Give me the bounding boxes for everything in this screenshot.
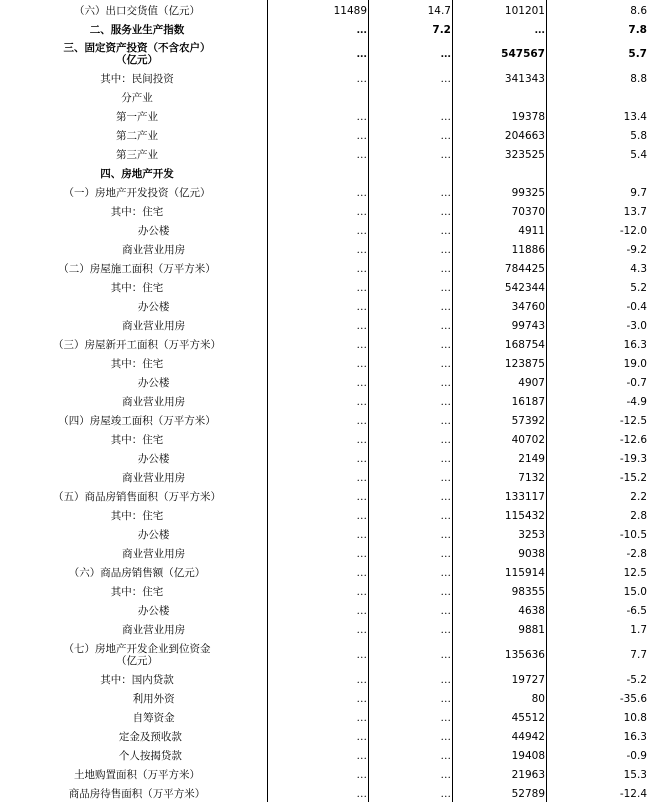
growth-current-month-cell: … (440, 749, 451, 762)
value-current-month-cell: … (356, 509, 367, 522)
table-row (0, 449, 655, 468)
growth-cumulative-cell: -19.3 (619, 452, 647, 465)
row-label (6, 525, 268, 544)
table-row (0, 1, 655, 20)
row-label-line: （七）房地产开发企业到位资金 (63, 642, 211, 655)
table-row (0, 468, 655, 487)
table-row (0, 107, 655, 126)
growth-cumulative-cell: 7.8 (628, 23, 647, 36)
row-label (6, 316, 268, 335)
value-current-month-cell: … (356, 471, 367, 484)
value-current-month-cell: … (356, 585, 367, 598)
growth-cumulative-cell: 15.0 (623, 585, 647, 598)
row-label (6, 620, 268, 639)
value-cumulative-cell: 547567 (501, 48, 545, 60)
value-cumulative-cell: 45512 (511, 711, 545, 724)
growth-current-month-cell: … (440, 528, 451, 541)
row-label (6, 689, 268, 708)
growth-cumulative-cell: -3.0 (626, 319, 647, 332)
value-cumulative-cell: 57392 (511, 414, 545, 427)
growth-current-month-cell: … (440, 148, 451, 161)
growth-cumulative-cell: 19.0 (623, 357, 647, 370)
growth-cumulative-cell: 8.8 (630, 72, 647, 85)
table-row (0, 708, 655, 727)
row-label (6, 297, 268, 316)
value-current-month-cell: … (356, 129, 367, 142)
growth-current-month-cell: … (440, 300, 451, 313)
row-label (6, 335, 268, 354)
growth-cumulative-cell: 16.3 (623, 338, 647, 351)
growth-cumulative-cell: -9.2 (626, 243, 647, 256)
row-label-line: 其中：住宅 (110, 585, 164, 598)
value-current-month-cell: … (356, 749, 367, 762)
row-label-line: 自筹资金 (99, 711, 175, 724)
value-cumulative-cell: 80 (531, 692, 545, 705)
value-current-month-cell: … (356, 395, 367, 408)
row-label-line: （二）房屋施工面积（万平方米） (58, 262, 216, 275)
value-cumulative-cell: 542344 (504, 281, 545, 294)
row-label (6, 240, 268, 259)
value-current-month-cell: … (356, 673, 367, 686)
table-row (0, 689, 655, 708)
growth-cumulative-cell: 5.7 (628, 48, 647, 60)
growth-current-month-cell: … (440, 585, 451, 598)
growth-cumulative-cell: 10.8 (623, 711, 647, 724)
row-label (6, 145, 268, 164)
table-row (0, 20, 655, 39)
growth-cumulative-cell: -2.8 (626, 547, 647, 560)
row-label-line: 第三产业 (116, 148, 158, 161)
table-row (0, 221, 655, 240)
value-cumulative-cell: 115914 (504, 566, 545, 579)
row-label (6, 88, 268, 107)
table-row (0, 563, 655, 582)
table-row (0, 69, 655, 88)
row-label (6, 202, 268, 221)
value-current-month-cell: … (356, 23, 367, 36)
growth-current-month-cell: … (440, 262, 451, 275)
value-current-month-cell: … (356, 648, 367, 661)
value-current-month-cell: … (356, 262, 367, 275)
row-label-line: 商业营业用房 (88, 471, 186, 484)
table-row (0, 259, 655, 278)
value-cumulative-cell: 19378 (511, 110, 545, 123)
row-label (6, 765, 268, 784)
growth-current-month-cell: … (440, 357, 451, 370)
value-current-month-cell: … (356, 414, 367, 427)
value-current-month-cell: … (356, 433, 367, 446)
value-cumulative-cell: 323525 (504, 148, 545, 161)
value-cumulative-cell: 19727 (511, 673, 545, 686)
row-label (6, 468, 268, 487)
row-label (6, 746, 268, 765)
value-cumulative-cell: 52789 (511, 787, 545, 800)
growth-cumulative-cell: 7.7 (630, 648, 647, 661)
row-label (6, 727, 268, 746)
row-label-line: 商业营业用房 (88, 395, 186, 408)
value-current-month-cell: … (356, 730, 367, 743)
row-label-line: 商业营业用房 (88, 243, 186, 256)
row-label-line: 办公楼 (104, 452, 170, 465)
value-current-month-cell: … (356, 528, 367, 541)
value-current-month-cell (268, 88, 367, 107)
row-label (6, 639, 268, 670)
row-label (6, 221, 268, 240)
row-label-line: 商品房待售面积（万平方米） (68, 787, 206, 800)
value-cumulative-cell: 135636 (504, 648, 545, 661)
value-current-month-cell: … (356, 604, 367, 617)
growth-current-month-cell: … (440, 452, 451, 465)
value-cumulative-cell: 70370 (511, 205, 545, 218)
table-row (0, 39, 655, 69)
value-current-month-cell: … (356, 186, 367, 199)
table-row (0, 765, 655, 784)
row-label (6, 670, 268, 689)
value-current-month-cell: … (356, 768, 367, 781)
row-label-line: 商业营业用房 (88, 319, 186, 332)
value-cumulative-cell: 44942 (511, 730, 545, 743)
growth-current-month-cell: … (440, 730, 451, 743)
growth-current-month-cell: … (440, 623, 451, 636)
value-current-month-cell (268, 164, 367, 183)
growth-current-month-cell: 14.7 (427, 4, 451, 17)
value-cumulative-cell: 40702 (511, 433, 545, 446)
growth-current-month-cell: … (440, 547, 451, 560)
row-label (6, 126, 268, 145)
row-label-line: 定金及预收款 (92, 730, 182, 743)
value-cumulative-cell: 101201 (504, 4, 545, 17)
row-label-line: 其中：民间投资 (100, 72, 174, 85)
growth-cumulative-cell: 12.5 (623, 566, 647, 579)
row-label-line: 其中：住宅 (110, 433, 164, 446)
row-label (6, 487, 268, 506)
row-label-line: 其中：住宅 (110, 357, 164, 370)
table-row (0, 354, 655, 373)
table-row (0, 202, 655, 221)
row-label-line: （六）出口交货值（亿元） (74, 4, 200, 17)
table-row (0, 487, 655, 506)
growth-current-month-cell: … (440, 692, 451, 705)
growth-cumulative-cell: -6.5 (626, 604, 647, 617)
value-current-month-cell: 11489 (333, 4, 367, 17)
row-label (6, 411, 268, 430)
growth-current-month-cell: … (440, 711, 451, 724)
table-row (0, 183, 655, 202)
growth-cumulative-cell: -12.6 (619, 433, 647, 446)
value-current-month-cell: … (356, 48, 367, 60)
row-label-line: （五）商品房销售面积（万平方米） (53, 490, 221, 503)
row-label-line: 办公楼 (104, 224, 170, 237)
value-cumulative-cell: 7132 (518, 471, 545, 484)
growth-current-month-cell: … (440, 395, 451, 408)
value-current-month-cell: … (356, 300, 367, 313)
row-label (6, 784, 268, 803)
row-label-line: （亿元） (116, 54, 158, 66)
value-cumulative-cell: 34760 (511, 300, 545, 313)
growth-cumulative-cell: 5.4 (630, 148, 647, 161)
growth-current-month-cell: … (440, 490, 451, 503)
row-label (6, 278, 268, 297)
table-row (0, 582, 655, 601)
growth-cumulative-cell: -4.9 (626, 395, 647, 408)
growth-cumulative-cell: -0.4 (626, 300, 647, 313)
row-label-line: 利用外资 (99, 692, 175, 705)
growth-cumulative-cell: 5.8 (630, 129, 647, 142)
value-cumulative-cell: 21963 (511, 768, 545, 781)
value-current-month-cell: … (356, 148, 367, 161)
row-label-line: 三、固定资产投资（不含农户） (63, 42, 211, 54)
growth-cumulative-cell: -12.0 (619, 224, 647, 237)
table-row (0, 164, 655, 183)
growth-current-month-cell: … (440, 673, 451, 686)
value-current-month-cell: … (356, 566, 367, 579)
value-cumulative-cell: 4638 (518, 604, 545, 617)
row-label-line: 其中：住宅 (110, 509, 164, 522)
row-label (6, 544, 268, 563)
row-label (6, 708, 268, 727)
growth-current-month-cell: … (440, 281, 451, 294)
row-label (6, 183, 268, 202)
growth-current-month-cell: … (440, 129, 451, 142)
row-label (6, 39, 268, 69)
row-label-line: 其中：国内贷款 (100, 673, 174, 686)
growth-cumulative-cell: -35.6 (619, 692, 647, 705)
row-label (6, 563, 268, 582)
table-row (0, 297, 655, 316)
growth-cumulative-cell: 4.3 (630, 262, 647, 275)
value-cumulative-cell: 3253 (518, 528, 545, 541)
value-cumulative-cell: 9881 (518, 623, 545, 636)
growth-cumulative-cell: -12.4 (619, 787, 647, 800)
growth-current-month-cell: … (440, 648, 451, 661)
value-current-month-cell: … (356, 711, 367, 724)
growth-current-month-cell (369, 88, 451, 107)
row-label (6, 164, 268, 183)
table-row (0, 278, 655, 297)
row-label (6, 392, 268, 411)
growth-current-month-cell: … (440, 319, 451, 332)
row-label (6, 506, 268, 525)
table-row (0, 506, 655, 525)
value-cumulative-cell: 4911 (518, 224, 545, 237)
table-row (0, 620, 655, 639)
value-current-month-cell: … (356, 376, 367, 389)
table-row (0, 335, 655, 354)
growth-current-month-cell: … (440, 433, 451, 446)
row-label-line: （三）房屋新开工面积（万平方米） (53, 338, 221, 351)
growth-cumulative-cell: 1.7 (630, 623, 647, 636)
row-label-line: 土地购置面积（万平方米） (74, 768, 200, 781)
table-row (0, 240, 655, 259)
value-current-month-cell: … (356, 205, 367, 218)
growth-current-month-cell: … (440, 243, 451, 256)
table-row (0, 670, 655, 689)
value-current-month-cell: … (356, 452, 367, 465)
growth-current-month-cell: … (440, 471, 451, 484)
growth-current-month-cell: … (440, 48, 451, 60)
row-label (6, 354, 268, 373)
growth-current-month-cell (369, 164, 451, 183)
row-label (6, 601, 268, 620)
growth-current-month-cell: 7.2 (432, 23, 451, 36)
row-label-line: 分产业 (121, 91, 153, 104)
growth-current-month-cell: … (440, 110, 451, 123)
value-cumulative-cell: … (534, 23, 545, 36)
row-label-line: 二、服务业生产指数 (89, 23, 185, 36)
table-row (0, 784, 655, 803)
value-cumulative-cell (453, 88, 545, 107)
table-row (0, 88, 655, 107)
growth-current-month-cell: … (440, 338, 451, 351)
table-row (0, 430, 655, 449)
growth-cumulative-cell: 13.4 (623, 110, 647, 123)
row-label-line: 第一产业 (116, 110, 158, 123)
value-current-month-cell: … (356, 338, 367, 351)
table-row (0, 727, 655, 746)
growth-current-month-cell: … (440, 205, 451, 218)
value-cumulative-cell: 98355 (511, 585, 545, 598)
value-current-month-cell: … (356, 224, 367, 237)
table-row (0, 411, 655, 430)
value-cumulative-cell: 19408 (511, 749, 545, 762)
growth-cumulative-cell: 16.3 (623, 730, 647, 743)
value-cumulative-cell (453, 164, 545, 183)
growth-current-month-cell: … (440, 414, 451, 427)
row-label (6, 107, 268, 126)
growth-current-month-cell: … (440, 72, 451, 85)
table-row (0, 601, 655, 620)
growth-cumulative-cell: 15.3 (623, 768, 647, 781)
growth-current-month-cell: … (440, 787, 451, 800)
value-cumulative-cell: 168754 (504, 338, 545, 351)
row-label-line: （亿元） (116, 654, 158, 667)
table-row (0, 373, 655, 392)
value-cumulative-cell: 99325 (511, 186, 545, 199)
growth-cumulative-cell: 8.6 (630, 4, 647, 17)
growth-cumulative-cell: -12.5 (619, 414, 647, 427)
row-label-line: （六）商品房销售额（亿元） (68, 566, 206, 579)
row-label-line: （四）房屋竣工面积（万平方米） (58, 414, 216, 427)
row-label (6, 373, 268, 392)
growth-current-month-cell: … (440, 566, 451, 579)
row-label (6, 20, 268, 39)
table-row (0, 145, 655, 164)
table-row (0, 525, 655, 544)
row-label-line: 办公楼 (104, 528, 170, 541)
growth-current-month-cell: … (440, 186, 451, 199)
growth-cumulative-cell (547, 88, 647, 107)
value-current-month-cell: … (356, 787, 367, 800)
value-cumulative-cell: 204663 (504, 129, 545, 142)
growth-cumulative-cell (547, 164, 647, 183)
value-current-month-cell: … (356, 243, 367, 256)
value-cumulative-cell: 16187 (511, 395, 545, 408)
growth-cumulative-cell: 2.2 (630, 490, 647, 503)
row-label (6, 259, 268, 278)
table-row (0, 316, 655, 335)
growth-current-month-cell: … (440, 224, 451, 237)
table-row (0, 639, 655, 670)
row-label (6, 1, 268, 20)
table-row (0, 126, 655, 145)
value-current-month-cell: … (356, 623, 367, 636)
table-row (0, 392, 655, 411)
growth-cumulative-cell: -15.2 (619, 471, 647, 484)
table-row (0, 746, 655, 765)
value-current-month-cell: … (356, 110, 367, 123)
growth-cumulative-cell: 13.7 (623, 205, 647, 218)
row-label-line: 第二产业 (116, 129, 158, 142)
row-label-line: （一）房地产开发投资（亿元） (63, 186, 211, 199)
growth-current-month-cell: … (440, 376, 451, 389)
growth-current-month-cell: … (440, 768, 451, 781)
row-label-line: 四、房地产开发 (100, 167, 174, 180)
row-label-line: 办公楼 (104, 604, 170, 617)
growth-cumulative-cell: 2.8 (630, 509, 647, 522)
value-cumulative-cell: 133117 (504, 490, 545, 503)
row-label (6, 430, 268, 449)
row-label-line: 其中：住宅 (110, 281, 164, 294)
growth-current-month-cell: … (440, 509, 451, 522)
row-label-line: 个人按揭贷款 (92, 749, 182, 762)
row-label-line: 办公楼 (104, 300, 170, 313)
value-current-month-cell: … (356, 319, 367, 332)
row-label (6, 69, 268, 88)
value-current-month-cell: … (356, 490, 367, 503)
growth-cumulative-cell: -0.9 (626, 749, 647, 762)
row-label (6, 582, 268, 601)
value-cumulative-cell: 2149 (518, 452, 545, 465)
value-cumulative-cell: 341343 (504, 72, 545, 85)
growth-cumulative-cell: 5.2 (630, 281, 647, 294)
row-label (6, 449, 268, 468)
value-cumulative-cell: 4907 (518, 376, 545, 389)
value-cumulative-cell: 784425 (504, 262, 545, 275)
value-current-month-cell: … (356, 357, 367, 370)
value-current-month-cell: … (356, 281, 367, 294)
growth-cumulative-cell: -5.2 (626, 673, 647, 686)
value-current-month-cell: … (356, 547, 367, 560)
value-current-month-cell: … (356, 692, 367, 705)
growth-cumulative-cell: 9.7 (630, 186, 647, 199)
table-row (0, 544, 655, 563)
value-cumulative-cell: 9038 (518, 547, 545, 560)
row-label-line: 商业营业用房 (88, 547, 186, 560)
growth-cumulative-cell: -0.7 (626, 376, 647, 389)
value-cumulative-cell: 123875 (504, 357, 545, 370)
value-cumulative-cell: 115432 (504, 509, 545, 522)
value-cumulative-cell: 99743 (511, 319, 545, 332)
value-current-month-cell: … (356, 72, 367, 85)
growth-current-month-cell: … (440, 604, 451, 617)
row-label-line: 其中：住宅 (110, 205, 164, 218)
row-label-line: 办公楼 (104, 376, 170, 389)
row-label-line: 商业营业用房 (88, 623, 186, 636)
value-cumulative-cell: 11886 (511, 243, 545, 256)
growth-cumulative-cell: -10.5 (619, 528, 647, 541)
